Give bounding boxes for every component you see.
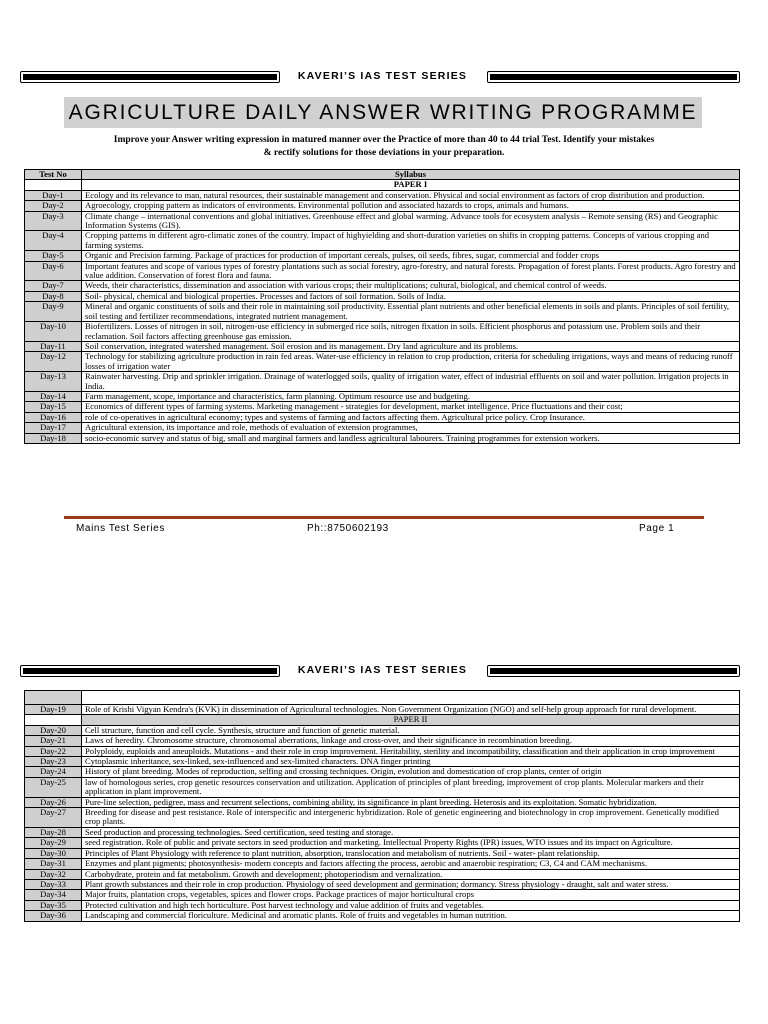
syllabus-cell: Biofertilizers. Losses of nitrogen in soil, nitrogen-use efficiency in submerged rice soils, nitrogen fixation in soils. Efficient phosphorus and potassium use. Problem soils and their reclamation. Soil factors affecting greenhouse gas emission. [82,322,740,342]
table-row [25,341,740,351]
day-cell: Day-19 [25,705,82,715]
table-row [25,725,740,735]
header-bar-right [487,665,740,677]
footer-page: Page 1 [639,523,675,534]
table-row [25,838,740,848]
syllabus-cell: Weeds, their characteristics, dissemination and association with various crops; their multiplications; cultural, biological, and chemical control of weeds. [82,281,740,291]
day-cell: Day-13 [25,372,82,392]
table-row [25,890,740,900]
footer-rule [64,516,704,519]
day-cell: Day-31 [25,859,82,869]
day-cell: Day-18 [25,433,82,443]
table-row [25,797,740,807]
day-cell: Day-5 [25,251,82,261]
day-cell: Day-35 [25,900,82,910]
syllabus-cell: Organic and Precision farming. Package of practices for production of important cereals, pulses, oil seeds, fibres, sugar, commercial and fodder crops [82,251,740,261]
day-cell: Day-11 [25,341,82,351]
paper-row [25,180,740,190]
table-row [25,352,740,372]
table-row [25,900,740,910]
table-row [25,322,740,342]
table-row [25,746,740,756]
syllabus-cell: Mineral and organic constituents of soils and their role in maintaining soil productivity. Essential plant nutrients and other beneficial elements in soils and plants. Principles of soil fertility, soil testing and fertilizer recommendations, integrated nutrient management. [82,302,740,322]
paper2-title: PAPER II [82,715,740,725]
syllabus-cell: Breeding for disease and pest resistance. Role of interspecific and intergeneric hybridization. Role of genetic engineering and biotechnology in crop improvement. Genetically modified crop plants. [82,808,740,828]
day-cell: Day-33 [25,879,82,889]
header-bar-left [20,71,280,83]
syllabus-cell: Soil conservation, integrated watershed management. Soil erosion and its management. Dry land agriculture and its problems. [82,341,740,351]
table-row [25,281,740,291]
table-row [25,808,740,828]
table-row [25,201,740,211]
day-cell: Day-36 [25,911,82,921]
table-row [25,291,740,301]
table-row [25,705,740,715]
footer-phone: Ph::8750602193 [307,523,389,534]
day-cell: Day-6 [25,261,82,281]
header-bar-right [487,71,740,83]
blank-header-row [25,691,740,705]
footer-series: Mains Test Series [76,523,165,534]
day-cell: Day-15 [25,402,82,412]
syllabus-cell: Carbohydrate, protein and fat metabolism. Growth and development; photoperiodism and vernalization. [82,869,740,879]
table-row [25,777,740,797]
syllabus-cell: Soil- physical, chemical and biological properties. Processes and factors of soil formation. Soils of India. [82,291,740,301]
syllabus-cell: Ecology and its relevance to man, natural resources, their sustainable management and conservation. Physical and social environment as factors of crop distribution and production. [82,190,740,200]
syllabus-cell: Principles of Plant Physiology with reference to plant nutrition, absorption, translocation and metabolism of nutrients. Soil - water- plant relationship. [82,848,740,858]
day-cell: Day-14 [25,391,82,401]
day-cell: Day-28 [25,827,82,837]
day-cell: Day-3 [25,211,82,231]
table-row [25,879,740,889]
syllabus-cell: Laws of heredity. Chromosome structure, chromosomal aberrations, linkage and cross-over, and their significance in recombination breeding. [82,736,740,746]
day-cell: Day-4 [25,231,82,251]
table-row [25,869,740,879]
day-cell: Day-27 [25,808,82,828]
table-row [25,372,740,392]
col-syllabus: Syllabus [82,170,740,180]
day-cell: Day-9 [25,302,82,322]
syllabus-cell: Climate change – international conventions and global initiatives. Greenhouse effect and global warming. Advance tools for ecosystem analysis – Remote sensing (RS) and Geographic Information Systems (GIS). [82,211,740,231]
intro-line-1: Improve your Answer writing expression in matured manner over the Practice of more than 40 to 44 trial Test. Identify your mistakes [113,135,655,145]
syllabus-cell: role of co-operatives in agricultural economy; types and systems of farming and factors affecting them. Agricultural price policy. Crop Insurance. [82,412,740,422]
table-row [25,827,740,837]
paper-row [25,715,740,725]
day-cell: Day-21 [25,736,82,746]
day-cell: Day-10 [25,322,82,342]
page2-header [20,665,740,679]
page1-header [20,71,740,85]
table-row [25,433,740,443]
day-cell: Day-30 [25,848,82,858]
table-row [25,190,740,200]
syllabus-cell: Cell structure, function and cell cycle. Synthesis, structure and function of genetic material. [82,725,740,735]
table-row [25,767,740,777]
syllabus-cell: Farm management, scope, importance and characteristics, farm planning. Optimum resource use and budgeting. [82,391,740,401]
day-cell: Day-25 [25,777,82,797]
syllabus-cell: Landscaping and commercial floriculture. Medicinal and aromatic plants. Role of fruits and vegetables in human nutrition. [82,911,740,921]
col-test-no: Test No [25,170,82,180]
day-cell: Day-17 [25,423,82,433]
syllabus-cell: History of plant breeding. Modes of reproduction, selfing and crossing techniques. Origin, evolution and domestication of crop plants, center of origin [82,767,740,777]
day-cell: Day-34 [25,890,82,900]
day-cell: Day-29 [25,838,82,848]
day-cell: Day-26 [25,797,82,807]
syllabus-cell: Important features and scope of various types of forestry plantations such as social forestry, agro-forestry, and natural forests. Propagation of forest plants. Forest products. Agro forestry and value addition. Conservation of forest flora and fauna. [82,261,740,281]
table-row [25,402,740,412]
day-cell: Day-12 [25,352,82,372]
syllabus-table-page2 [24,690,740,922]
table-row [25,231,740,251]
syllabus-cell: Cropping patterns in different agro-climatic zones of the country. Impact of highyielding and short-duration varieties on shifts in cropping patterns. Concepts of various cropping and farming systems. [82,231,740,251]
table-row [25,211,740,231]
table-row [25,423,740,433]
series-title: KAVERI’S IAS TEST SERIES [297,664,468,676]
syllabus-cell: Cytoplasmic inheritance, sex-linked, sex-influenced and sex-limited characters. DNA finger printing [82,757,740,767]
table-row [25,261,740,281]
programme-title: AGRICULTURE DAILY ANSWER WRITING PROGRAMME [64,97,702,128]
header-bar-left [20,665,280,677]
day-cell: Day-23 [25,757,82,767]
syllabus-cell: Rainwater harvesting. Drip and sprinkler irrigation. Drainage of waterlogged soils, quality of irrigation water, effect of industrial effluents on soil and water pollution. Irrigation projects in India. [82,372,740,392]
syllabus-cell: socio-economic survey and status of big, small and marginal farmers and landless agricultural labourers. Training programmes for extension workers. [82,433,740,443]
day-cell: Day-16 [25,412,82,422]
syllabus-cell: Economics of different types of farming systems. Marketing management - strategies for development, market intelligence. Price fluctuations and their cost; [82,402,740,412]
syllabus-cell: Role of Krishi Vigyan Kendra's (KVK) in dissemination of Agricultural technologies. Non Government Organization (NGO) and self-help group approach for rural development. [82,705,740,715]
intro-text [60,134,708,160]
table-row [25,848,740,858]
table-row [25,736,740,746]
table-row [25,757,740,767]
day-cell: Day-7 [25,281,82,291]
day-cell: Day-32 [25,869,82,879]
syllabus-cell: Protected cultivation and high tech horticulture. Post harvest technology and value addition of fruits and vegetables. [82,900,740,910]
syllabus-cell: Seed production and processing technologies. Seed certification, seed testing and storage. [82,827,740,837]
day-cell: Day-22 [25,746,82,756]
day-cell: Day-20 [25,725,82,735]
syllabus-cell: Major fruits, plantation crops, vegetables, spices and flower crops. Package practices of major horticultural crops [82,890,740,900]
table-row [25,391,740,401]
syllabus-cell: seed registration. Role of public and private sectors in seed production and marketing. Intellectual Property Rights (IPR) issues, WTO issues and its impact on Agriculture. [82,838,740,848]
day-cell: Day-1 [25,190,82,200]
syllabus-cell: law of homologous series, crop genetic resources conservation and utilization. Application of principles of plant breeding, improvement of crop plants. Molecular markers and their application in plant improvement. [82,777,740,797]
syllabus-cell: Enzymes and plant pigments; photosynthesis- modern concepts and factors affecting the process, aerobic and anaerobic respiration; C3, C4 and CAM mechanisms. [82,859,740,869]
syllabus-table-page1 [24,169,740,444]
table-row [25,302,740,322]
syllabus-cell: Technology for stabilizing agriculture production in rain fed areas. Water-use efficiency in relation to crop production, criteria for scheduling irrigations, ways and means of reducing runoff losses of irrigation water [82,352,740,372]
intro-line-2: & rectify solutions for those deviations in your preparation. [263,148,505,158]
day-cell: Day-2 [25,201,82,211]
syllabus-cell: Agricultural extension, its importance and role, methods of evaluation of extension programmes, [82,423,740,433]
table-header-row [25,170,740,180]
day-cell: Day-8 [25,291,82,301]
syllabus-cell: Plant growth substances and their role in crop production. Physiology of seed development and germination; dormancy. Stress physiology - draught, salt and water stress. [82,879,740,889]
paper1-title: PAPER I [82,180,740,190]
table-row [25,251,740,261]
syllabus-cell: Agroecology, cropping pattern as indicators of environments. Environmental pollution and associated hazards to crops, animals and humans. [82,201,740,211]
series-title: KAVERI’S IAS TEST SERIES [297,70,468,82]
table-row [25,412,740,422]
syllabus-cell: Pure-line selection, pedigree, mass and recurrent selections, combining ability, its significance in plant breeding. Heterosis and its exploitation. Somatic hybridization. [82,797,740,807]
table-row [25,911,740,921]
table-row [25,859,740,869]
day-cell: Day-24 [25,767,82,777]
syllabus-cell: Polyploidy, euploids and aneuploids. Mutations - and their role in crop improvement. Heritability, sterility and incompatibility, classification and their application in crop improvement [82,746,740,756]
